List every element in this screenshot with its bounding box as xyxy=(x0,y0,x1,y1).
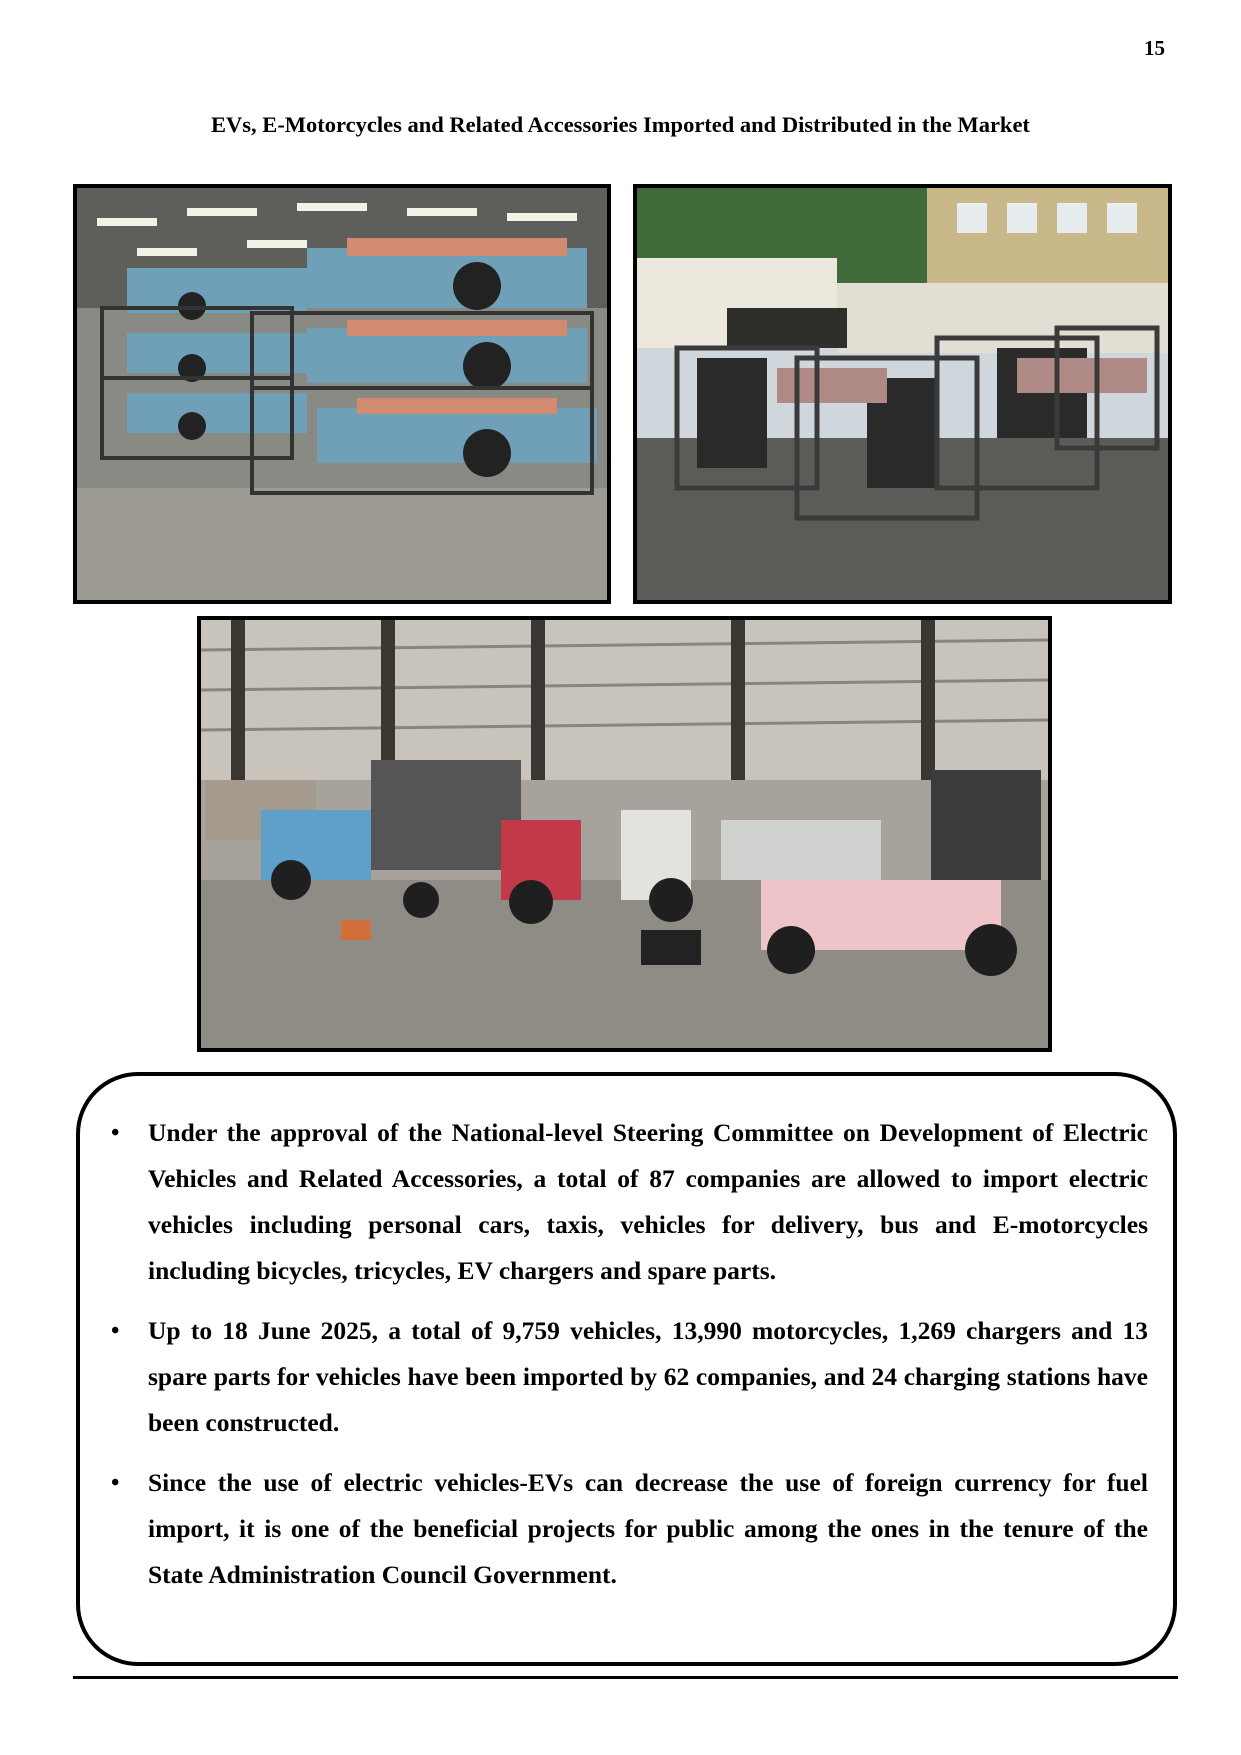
photo-icon xyxy=(201,620,1048,1048)
page-title: EVs, E-Motorcycles and Related Accessories Imported and Distributed in the Market xyxy=(211,112,1030,137)
photo-icon xyxy=(637,188,1168,600)
bullet-item: • Up to 18 June 2025, a total of 9,759 vehicles, 13,990 motorcycles, 1,269 chargers and 13 spare parts for vehicles have been imported by 62 companies, and 24 charging stations have been constructed. xyxy=(148,1308,1148,1446)
photo-icon xyxy=(77,188,607,600)
photo-warehouse-e-vehicles xyxy=(197,616,1052,1052)
photo-warehouse-tricycles xyxy=(73,184,611,604)
info-box xyxy=(76,1072,1177,1666)
bullet-item: • Under the approval of the National-level Steering Committee on Development of Electric Vehicles and Related Accessories, a total of 87 companies are allowed to import electric vehicles including personal cars, taxis, vehicles for delivery, bus and E-motorcycles including bicycles, tricycles, EV chargers and spare parts. xyxy=(148,1110,1148,1294)
bullet-list xyxy=(148,1110,1148,1612)
photo-caged-e-motorcycles xyxy=(633,184,1172,604)
bullet-item: • Since the use of electric vehicles-EVs can decrease the use of foreign currency for fuel import, it is one of the beneficial projects for public among the ones in the tenure of the State Administration Council Government. xyxy=(148,1460,1148,1598)
bottom-divider xyxy=(73,1676,1178,1679)
page-number: 15 xyxy=(1144,36,1165,60)
